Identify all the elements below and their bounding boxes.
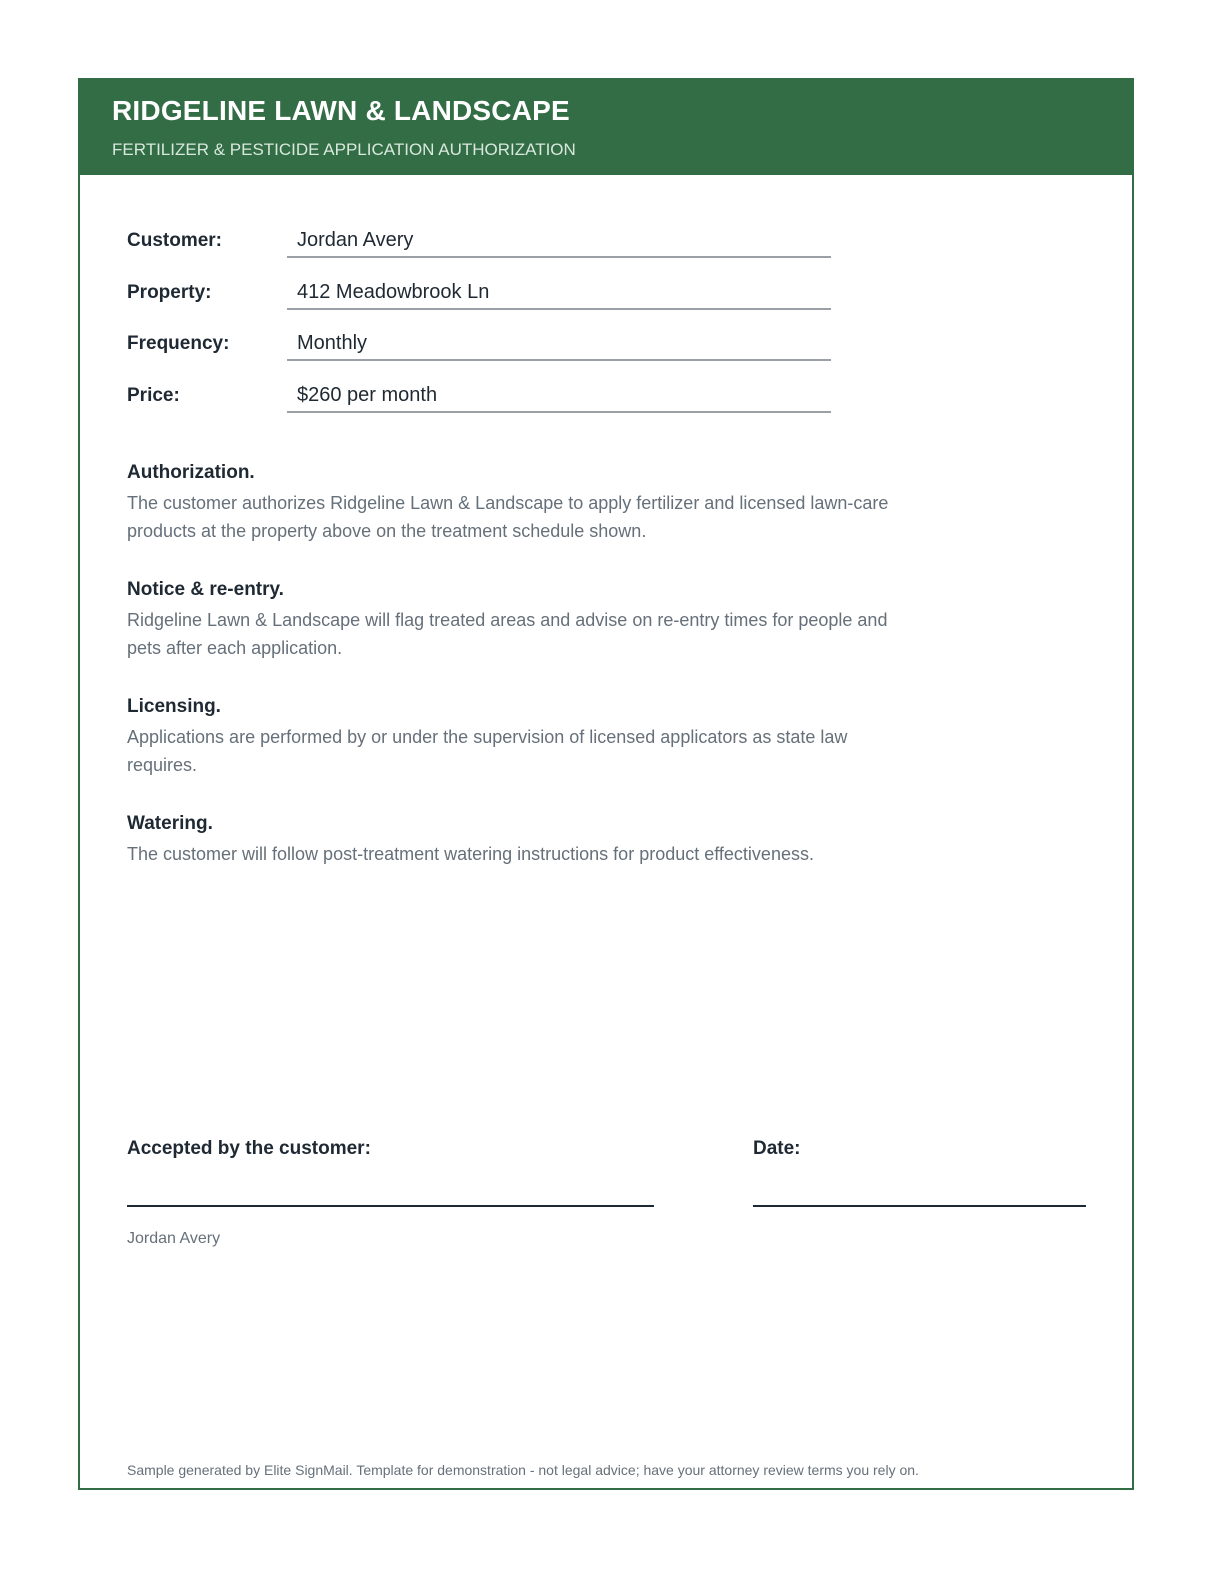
property-label: Property:	[127, 282, 212, 303]
price-label: Price:	[127, 385, 180, 406]
clause-heading: Authorization.	[127, 462, 255, 483]
date-label: Date:	[753, 1138, 801, 1159]
clause-watering	[127, 811, 897, 868]
clause-authorization	[127, 460, 897, 545]
document-frame	[78, 78, 1134, 1490]
price-value: $260 per month	[297, 384, 438, 406]
customer-value: Jordan Avery	[297, 229, 414, 251]
clause-body: The customer will follow post-treatment watering instructions for product effectiveness.	[127, 844, 814, 864]
clause-heading: Notice & re-entry.	[127, 579, 284, 600]
clause-heading: Watering.	[127, 813, 213, 834]
clause-body: The customer authorizes Ridgeline Lawn & Landscape to apply fertilizer and licensed lawn-care products at the property above on the treatment schedule shown.	[127, 493, 889, 541]
frequency-label: Frequency:	[127, 333, 230, 354]
signer-name: Jordan Avery	[127, 1230, 221, 1247]
property-value: 412 Meadowbrook Ln	[297, 281, 490, 303]
clause-heading: Licensing.	[127, 696, 221, 717]
price-value-line	[287, 375, 831, 413]
clause-body: Ridgeline Lawn & Landscape will flag treated areas and advise on re-entry times for people and pets after each application.	[127, 610, 888, 658]
company-name: RIDGELINE LAWN & LANDSCAPE	[112, 95, 570, 126]
property-field	[127, 272, 837, 312]
clause-notice-reentry	[127, 577, 897, 662]
document-header	[80, 80, 1132, 175]
date-signature-line[interactable]	[753, 1205, 1086, 1207]
frequency-field	[127, 323, 837, 363]
customer-signature-line[interactable]	[127, 1205, 654, 1207]
customer-label: Customer:	[127, 230, 223, 251]
footer-disclaimer: Sample generated by Elite SignMail. Template for demonstration - not legal advice; have your attorney review terms you rely on.	[127, 1462, 919, 1478]
clause-body: Applications are performed by or under the supervision of licensed applicators as state law requires.	[127, 727, 848, 775]
customer-field	[127, 220, 837, 260]
price-field	[127, 375, 837, 415]
customer-value-line	[287, 220, 831, 258]
accepted-by-label: Accepted by the customer:	[127, 1138, 371, 1159]
document-title: FERTILIZER & PESTICIDE APPLICATION AUTHORIZATION	[112, 140, 576, 159]
property-value-line	[287, 272, 831, 310]
frequency-value-line	[287, 323, 831, 361]
clause-licensing	[127, 694, 897, 779]
frequency-value: Monthly	[297, 332, 368, 354]
